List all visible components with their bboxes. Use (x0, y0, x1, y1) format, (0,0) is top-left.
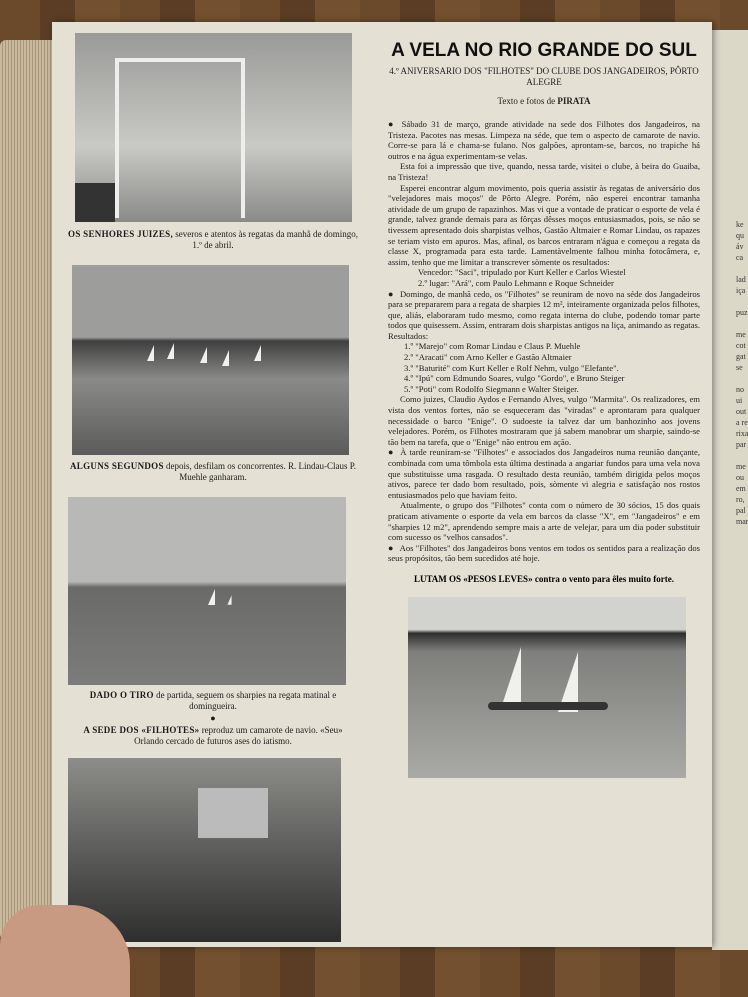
next-page-fragment: ro, (736, 495, 745, 504)
result-item: 4.º "Ipú" com Edmundo Soares, vulgo "Gordo", e Bruno Steiger (404, 373, 625, 384)
next-page-fragment: me (736, 462, 746, 471)
next-page-fragment (736, 374, 748, 385)
next-page-fragment: cot (736, 341, 746, 350)
next-page-fragment: iça (736, 286, 746, 295)
paragraph: ● Domingo, de manhã cedo, os "Filhotes" se reuniram de novo na séde dos Jangadeiros para se prepararem para a regata de sharpies 12 m², inteiramente organizada pelos filhotes, que, aliás, elaboraram tudo mesmo, como regata interna do clube, podendo tomar parte todos que quisessem. Assim, entraram dois sharpistas antigos na liça, animando as regatas. Resultados: (388, 289, 700, 342)
next-page-fragment: puz (736, 308, 748, 317)
result-item: 2.º lugar: "Ará", com Paulo Lehmann e Roque Schneider (418, 277, 614, 288)
paragraph: Esta foi a impressão que tive, quando, nessa tarde, visitei o clube, à beira do Guaiba, na Tristeza! (388, 161, 700, 182)
next-page-fragment: me (736, 330, 746, 339)
article-body (388, 119, 700, 564)
paragraph: Como juizes, Claudio Aydos e Fernando Alves, vulgo "Marmita". Os realizadores, em vista dos ventos fortes, não se esqueceram das "viradas" e aprontaram para qualquer necessidade o barco "Enige". O sudoeste ia talvez dar um banhozinho aos jovens velejadores. Porém, os Filhotes mostraram que já sabem manobrar um sharpie, saindo-se tão bem na tarefa, que o "Enige" não entrou em ação. (388, 394, 700, 447)
caption-seconds-later: ALGUNS SEGUNDOS depois, desfilam os concorrentes. R. Lindau-Claus P. Muehle ganharam. (70, 461, 356, 482)
next-page-fragment: lad (736, 275, 746, 284)
next-page-fragment: par (736, 440, 747, 449)
photo-sailboats-parade (72, 265, 349, 455)
next-page-fragment: pal (736, 506, 746, 515)
next-page-fragment: no (736, 385, 744, 394)
caption-judges: OS SENHORES JUIZES, severos e atentos às regatas da manhã de domingo, 1.º de abril. (68, 229, 358, 250)
result-item: 1.º "Marejo" com Romar Lindau e Claus P. Muehle (404, 341, 581, 352)
next-page-fragment: gat (736, 352, 746, 361)
next-page-edge (712, 30, 748, 950)
caption-start: DADO O TIRO de partida, seguem os sharpies na regata matinal e domingueira. (89, 690, 337, 711)
magazine-page (52, 22, 712, 947)
result-item: Vencedor: "Saci", tripulado por Kurt Keller e Carlos Wiestel (418, 267, 626, 278)
next-page-fragment (736, 319, 748, 330)
paragraph: Atualmente, o grupo dos "Filhotes" conta com o número de 30 sócios, 15 dos quais praticam ativamente o esporte da vela em barcos da classe "X", em "Jangadeiros" e em "sharpies 12 m2", aprendendo sempre mais a arte de velejar, para um dia poder substituir com sucesso os "velhos cansados". (388, 500, 700, 543)
result-item: 5.º "Poti" com Rodolfo Siegmann e Walter Steiger. (404, 383, 579, 394)
article-title: A VELA NO RIO GRANDE DO SUL (391, 40, 697, 61)
next-page-fragment (736, 264, 748, 275)
next-page-fragment: áv (736, 242, 744, 251)
next-page-fragment: mar (736, 517, 748, 526)
next-page-fragment: ui (736, 396, 743, 405)
result-item: 3.º "Baturité" com Kurt Keller e Rolf Nehm, vulgo "Elefante". (404, 362, 619, 373)
photo-judges-tower (75, 33, 352, 222)
caption-light-weights: LUTAM OS «PESOS LEVES» contra o vento para êles muito forte. (413, 573, 675, 584)
next-page-fragment (736, 297, 748, 308)
article-subtitle: 4.º ANIVERSARIO DOS "FILHOTES" DO CLUBE DOS JANGADEIROS, PÔRTO ALEGRE (389, 66, 699, 87)
next-page-fragment: out (736, 407, 747, 416)
paragraph: Esperei encontrar algum movimento, pois queria assistir às regatas de aniversário dos "velejadores mais moços" de Pôrto Alegre. Porém, não esperei encontrar tamanha atividade de um grupo de rapazinhos. Mas vi que a vontade de praticar o esporte de vela é grande, talvez grande demais para as fôrças dêsses moços entusiasmados, pois, se não se tivessem apresentado dois sharpistas velhos, Gastão Altmaier e Romar Lindau, os rapazes se teriam visto em apuros. Mas, afinal, os barcos entraram n'água e começou a regata da classe X, programada para esta tarde. Lamentàvelmente falhou minha fotocâmera, e, assim, tenho que me limitar a transcrever sòmente os resultados: (388, 182, 700, 267)
article-column (388, 39, 700, 778)
next-page-fragment: se (736, 363, 743, 372)
next-page-fragment: ke (736, 220, 744, 229)
bullet-separator: ● (210, 713, 216, 723)
photo-start-gun (68, 497, 346, 685)
photo-club-interior (68, 758, 341, 942)
byline: Texto e fotos de PIRATA (497, 96, 591, 106)
next-page-fragment: ou (736, 473, 744, 482)
paragraph: ● Aos "Filhotes" dos Jangadeiros bons ventos em todos os sentidos para a realização dos seus propósitos, tão bem sucedidos até hoje. (388, 543, 700, 564)
caption-stack (68, 690, 358, 747)
next-page-fragment (736, 451, 748, 462)
caption-club-house: A SEDE DOS «FILHOTES» reproduz um camarote de navio. «Seu» Orlando cercado de futuros ases do iatismo. (83, 725, 343, 746)
next-page-fragment: ca (736, 253, 744, 262)
paragraph: ● À tarde reuniram-se "Filhotes" e associados dos Jangadeiros numa reunião dançante, combinada com uma tômbola esta última destinada a angariar fundos para uma vela nova que substituisse uma rasgada. O resultado desta reunião, também dirigida pelos moços ativos, parece ter dado bom resultado, pois, sòmente vi alegria e satisfação nos rostos entusiasmados pelo que haviam feito. (388, 447, 700, 500)
next-page-fragment: qu (736, 231, 744, 240)
paragraph: ● Sábado 31 de março, grande atividade na sede dos Filhotes dos Jangadeiros, na Tristeza. Pacotes nas mesas. Limpeza na séde, que tem o aspecto de camarote de navio. Corre-se para lá e chama-se fulano. Nos galpões, aprontam-se, barcos, no trapiche há outros e na água experimentam-se velas. (388, 119, 700, 161)
result-item: 2.º "Aracati" com Arno Keller e Gastão Altmaier (404, 352, 572, 363)
next-page-fragment: a re (736, 418, 748, 427)
photo-light-weights-sailing (408, 597, 686, 778)
next-page-fragment: em (736, 484, 746, 493)
next-page-fragment: rixa (736, 429, 748, 438)
